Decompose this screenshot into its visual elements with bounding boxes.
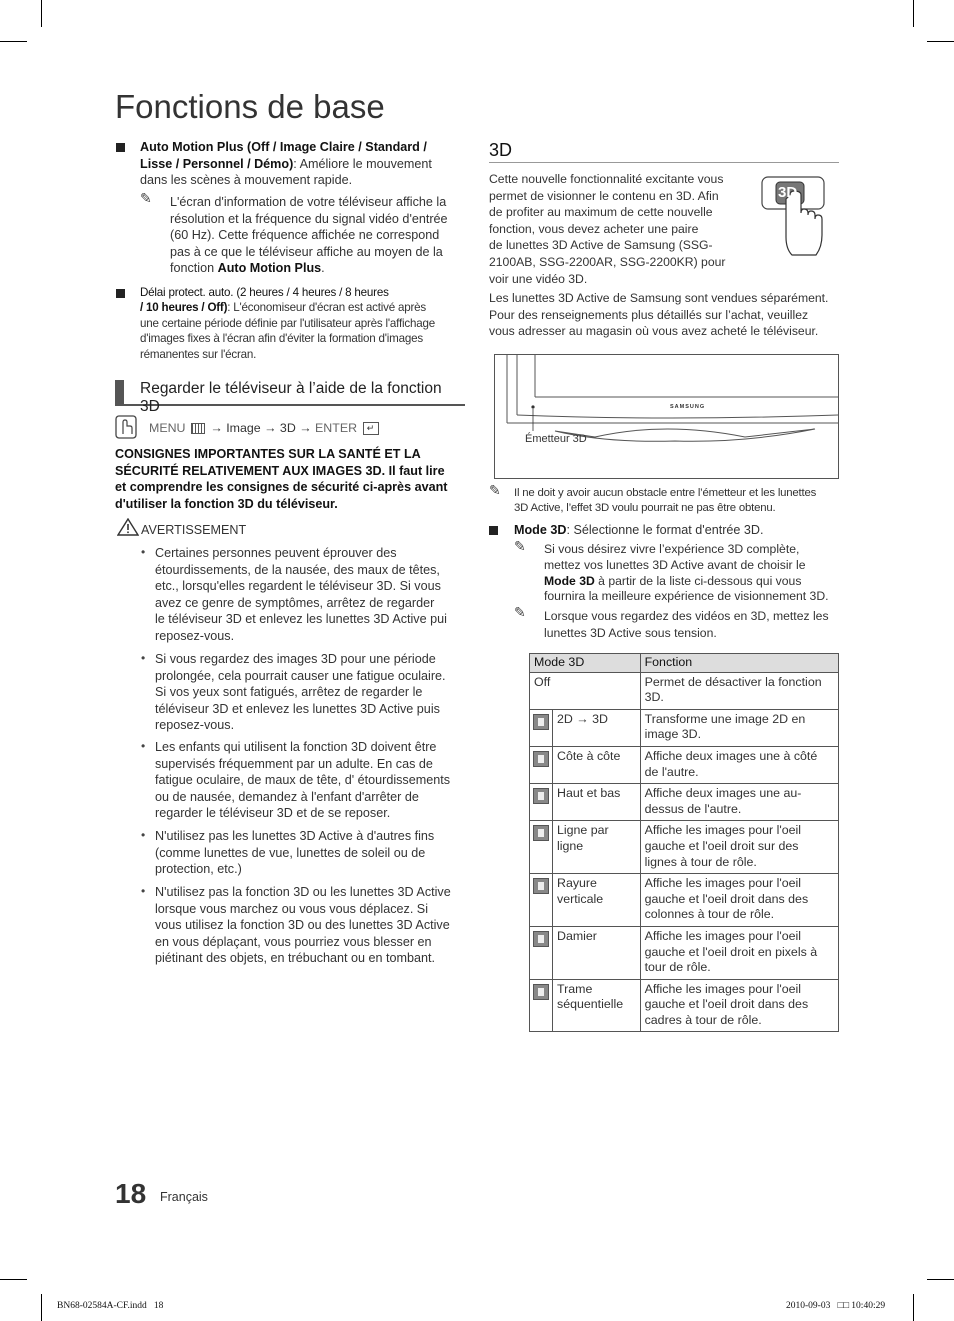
note-line: Lorsque vous regardez des vidéos en 3D, mettez les [544, 609, 829, 623]
warning-line: reposez-vous. [155, 628, 235, 643]
warning-line: fatigue oculaire, de maux de tête, d' étourdissements [155, 773, 451, 788]
desc-cell: Affiche deux images une au-dessus de l'autre. [640, 784, 838, 821]
note-line: à partir de la liste ci-dessous qui vous [594, 573, 802, 588]
warning-line: prolongée, cela pourrait causer une fatigue oculaire. [155, 668, 446, 683]
bullet-dot: • [141, 651, 146, 665]
table-row [530, 746, 839, 783]
crop-mark [927, 1279, 954, 1280]
item-title-cont: Lisse / Personnel / Démo) [140, 156, 294, 171]
note-line: Il ne doit y avoir aucun obstacle entre l’émetteur et les lunettes [514, 487, 817, 499]
table-header: Fonction [640, 654, 838, 673]
warning-line: en vous déplaçant, vous pourriez vous blesser en [155, 934, 432, 949]
warning-item [155, 739, 475, 822]
desc-cell: Affiche les images pour l'oeil gauche et l'oeil droit sur des lignes à tour de rôle. [640, 821, 838, 874]
intro-line: fonction, vous devez acheter une paire [489, 221, 699, 236]
mode-icon-cell [530, 709, 553, 746]
intro-line: de lunettes 3D Active de Samsung (SSG- [489, 238, 713, 253]
remote-3d-button-illustration [760, 175, 826, 261]
menu-label: MENU [149, 421, 186, 435]
warning-line: Si vos yeux sont fatigués, arrêtez de regarder le [155, 685, 423, 700]
warning-line: ou de nausée, demandez à l'enfant d'arrêter de [155, 789, 419, 804]
top-bottom-icon [533, 788, 549, 804]
line-by-line-icon [533, 825, 549, 841]
auto-motion-note [170, 194, 470, 277]
intro2-line: vous adresser au magasin où vous avez acheté le téléviseur. [489, 324, 819, 339]
heading-bar [115, 380, 124, 404]
enter-icon: ↵ [363, 422, 379, 435]
section-3d-heading-text: 3D [489, 140, 513, 160]
page-title: Fonctions de base [115, 88, 385, 125]
item-desc-line: d'images fixes à l'écran afin d'éviter la formation d'images [140, 332, 423, 346]
auto-motion-plus-item [140, 139, 470, 189]
note-bold: Auto Motion Plus [217, 261, 322, 276]
mode-icon-cell [530, 784, 553, 821]
intro-line: de profiter au maximum de cette nouvelle [489, 205, 713, 220]
note-bold: Mode 3D [544, 573, 595, 588]
table-header-row [530, 654, 839, 673]
consigne-line: SÉCURITÉ RELATIVEMENT AUX IMAGES 3D. Il faut lire [115, 463, 445, 478]
bullet-dot: • [141, 545, 146, 559]
bullet-dot: • [141, 828, 146, 842]
menu-path [149, 420, 379, 437]
side-by-side-icon [533, 751, 549, 767]
note-line: résolution et la fréquence du signal vidéo d'entrée [170, 211, 448, 226]
hand-touch-icon [115, 415, 137, 439]
obstacle-note [514, 486, 844, 516]
table-row [530, 874, 839, 927]
note-line: L'écran d'information de votre téléviseur affiche la [170, 195, 447, 209]
intro-line: 2100AB, SSG-2200AR, SSG-2200KR) pour [489, 254, 726, 269]
mode-cell: Haut et bas [553, 784, 641, 821]
warning-item [155, 545, 475, 645]
table-header: Mode 3D [530, 654, 641, 673]
warning-line: etc., lorsqu'elles regardent le téléviseur 3D. Si vous [155, 579, 441, 594]
warning-line: protection, etc.) [155, 862, 242, 877]
page-number: 18 [115, 1178, 147, 1209]
intro-line: permet de visionner le contenu en 3D. Afin [489, 188, 719, 203]
mode-cell: Rayure verticale [553, 874, 641, 927]
crop-mark [41, 1294, 42, 1321]
table-row [530, 821, 839, 874]
bullet-square [489, 526, 498, 535]
mode3d-note2 [544, 608, 844, 642]
note-pencil-icon: ✎ [514, 604, 526, 620]
menu-path-text: → Image → 3D → [206, 421, 316, 435]
section-heading-text: Regarder le téléviseur à l’aide de la fonction 3D [140, 380, 442, 415]
note-line: lunettes 3D Active sous tension. [544, 626, 717, 640]
consignes-block [115, 446, 470, 512]
item-title: Délai protect. auto. (2 heures / 4 heures / 8 heures [140, 286, 389, 299]
warning-icon [117, 518, 139, 536]
warning-item [155, 651, 475, 734]
mode-3d-table [529, 653, 839, 1032]
crop-mark [927, 41, 954, 42]
mode-cell: Côte à côte [553, 746, 641, 783]
mode3d-title: Mode 3D [514, 523, 567, 537]
enter-label: ENTER [315, 421, 358, 435]
crop-mark [41, 0, 42, 27]
button-3d-label: 3D [778, 184, 798, 201]
table-row [530, 784, 839, 821]
mode-cell: Trame séquentielle [553, 979, 641, 1032]
mode3d-desc: : Sélectionne le format d'entrée 3D. [566, 523, 764, 537]
table-row [530, 926, 839, 979]
mode3d-note1 [544, 542, 844, 605]
warning-line: téléviseur 3D et enlevez les lunettes 3D Active puis [155, 701, 440, 716]
note-line: pas à ce que le téléviseur affiche au moyen de la [170, 244, 443, 259]
warning-line: lorsque vous marchez ou vous vous déplacez. Si [155, 901, 429, 916]
emitter-3d-label: Émetteur 3D [525, 433, 587, 445]
intro-line: Cette nouvelle fonctionnalité excitante vous [489, 172, 724, 186]
mode-cell: Ligne par ligne [553, 821, 641, 874]
note-line: mettez vos lunettes 3D Active avant de choisir le [544, 557, 806, 572]
intro2-line: Pour des renseignements plus détaillés sur l’achat, veuillez [489, 307, 809, 322]
consigne-line: et comprendre les consignes de sécurité ci-après avant [115, 480, 448, 495]
warning-item [155, 828, 475, 878]
page-language: Français [160, 1190, 208, 1204]
note-line: fournira la meilleure expérience de visionnement 3D. [544, 589, 829, 604]
mode3d-item [514, 522, 844, 539]
item-desc: : Améliore le mouvement [293, 156, 432, 171]
warning-line: N'utilisez pas la fonction 3D ou les lunettes 3D Active [155, 885, 451, 899]
bullet-square [116, 289, 125, 298]
tv-illustration [494, 354, 839, 479]
intro-3d [489, 171, 749, 287]
note-line: 3D Active, l’effet 3D voulu pourrait ne pas être obtenu. [514, 502, 776, 514]
warning-line: piétinant des objets, en trébuchant ou en tombant. [155, 951, 436, 966]
crop-mark [913, 0, 914, 27]
intro2-line: Les lunettes 3D Active de Samsung sont vendues séparément. [489, 291, 829, 305]
mode-icon-cell [530, 821, 553, 874]
section-3d-heading [489, 138, 839, 163]
print-footer-left: BN68-02584A-CF.indd 18 [57, 1301, 164, 1311]
2d-3d-icon [533, 714, 549, 730]
note-end: . [321, 261, 325, 276]
warning-label: AVERTISSEMENT [141, 523, 247, 537]
tv-drawing [495, 355, 838, 478]
checkerboard-icon [533, 931, 549, 947]
mode-icon-cell [530, 874, 553, 927]
mode-icon-cell [530, 746, 553, 783]
note-line: Si vous désirez vivre l’expérience 3D complète, [544, 542, 800, 556]
bullet-dot: • [141, 884, 146, 898]
note-line: (60 Hz). Cette fréquence affichée ne correspond [170, 228, 440, 243]
item-title: Auto Motion Plus (Off / Image Claire / Standard / [140, 140, 427, 154]
warning-line: reposez-vous. [155, 718, 235, 733]
intro2-3d [489, 290, 844, 340]
mode-cell: 2D → 3D [553, 709, 641, 746]
consigne-line: d'utiliser la fonction 3D du téléviseur. [115, 496, 338, 511]
mode-cell: Damier [553, 926, 641, 979]
warning-line: Si vous regardez des images 3D pour une période [155, 652, 436, 666]
mode-icon-cell [530, 926, 553, 979]
warning-item [155, 884, 475, 967]
warning-line: vous utilisez la fonction 3D ou des lunettes 3D Active [155, 918, 450, 933]
warning-line: étourdissements, de la nausée, des maux de têtes, [155, 562, 440, 577]
print-footer-right: 2010-09-03 □□ 10:40:29 [786, 1301, 886, 1311]
section-heading [115, 378, 465, 415]
crop-mark [0, 41, 27, 42]
warning-line: le téléviseur 3D et enlevez les lunettes 3D Active pui [155, 612, 447, 627]
table-row [530, 672, 839, 709]
mode-icon-cell [530, 979, 553, 1032]
warning-line: Les enfants qui utilisent la fonction 3D doivent être [155, 740, 437, 754]
desc-cell: Transforme une image 2D en image 3D. [640, 709, 838, 746]
menu-icon [191, 423, 205, 434]
desc-cell: Affiche les images pour l'oeil gauche et l'oeil droit en pixels à tour de rôle. [640, 926, 838, 979]
item-desc-line: une certaine période définie par l'utilisateur après l'affichage [140, 316, 435, 330]
table-row [530, 709, 839, 746]
frame-sequence-icon [533, 984, 549, 1000]
warning-line: supervisés fréquemment par un adulte. En cas de [155, 756, 433, 771]
warning-line: (comme lunettes de vue, lunettes de soleil ou de [155, 845, 426, 860]
bullet-square [116, 143, 125, 152]
desc-cell: Affiche deux images une à côté de l'autre. [640, 746, 838, 783]
samsung-logo: SAMSUNG [670, 404, 706, 410]
table-row [530, 979, 839, 1032]
warning-line: N'utilisez pas les lunettes 3D Active à d'autres fins [155, 829, 435, 843]
crop-mark [0, 1279, 27, 1280]
warning-line: Certaines personnes peuvent éprouver des [155, 546, 397, 560]
item-title-cont: / 10 heures / Off) [140, 301, 228, 315]
desc-cell: Affiche les images pour l'oeil gauche et l'oeil droit dans des cadres à tour de rôle. [640, 979, 838, 1032]
desc-cell: Permet de désactiver la fonction 3D. [640, 672, 838, 709]
mode-cell: Off [530, 672, 641, 709]
bullet-dot: • [141, 739, 146, 753]
delai-protect-item [140, 285, 470, 362]
item-desc: : L'économiseur d'écran est activé après [227, 301, 427, 315]
note-pencil-icon: ✎ [514, 538, 526, 554]
warning-line: avez ce genre de symptômes, arrêtez de regarder [155, 595, 435, 610]
note-pencil-icon: ✎ [489, 482, 501, 498]
consigne-line: CONSIGNES IMPORTANTES SUR LA SANTÉ ET LA [115, 447, 421, 461]
intro-line: voir une vidéo 3D. [489, 271, 588, 286]
item-desc-cont: dans les scènes à mouvement rapide. [140, 173, 353, 188]
note-pencil-icon: ✎ [140, 190, 152, 206]
desc-cell: Affiche les images pour l'oeil gauche et l'oeil droit dans des colonnes à tour de rôle. [640, 874, 838, 927]
warning-line: regarder le téléviseur 3D et de se reposer. [155, 806, 391, 821]
crop-mark [913, 1294, 914, 1321]
note-line: fonction [170, 261, 218, 276]
vertical-stripe-icon [533, 878, 549, 894]
item-desc-line: rémanentes sur l'écran. [140, 347, 257, 361]
